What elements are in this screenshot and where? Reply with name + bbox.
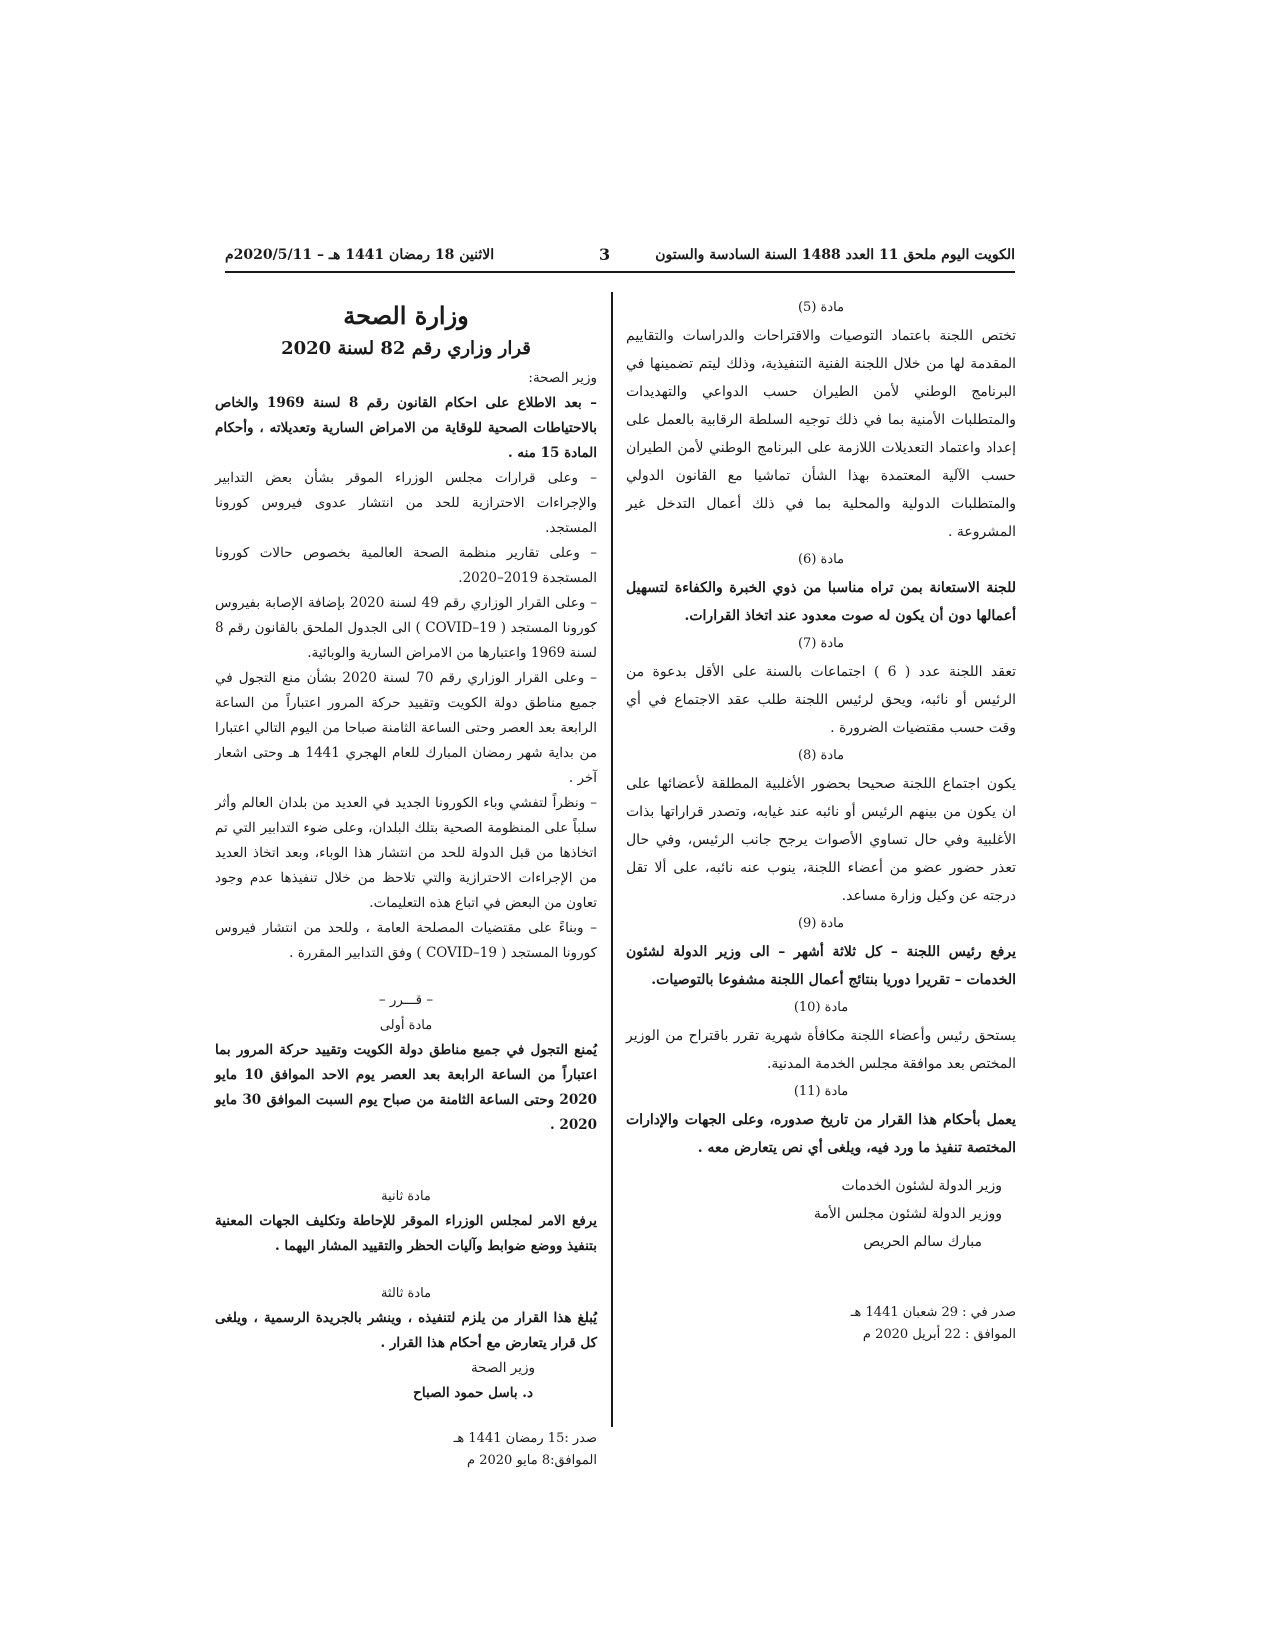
column-divider xyxy=(611,292,613,1427)
article3-heading: مادة ثالثة xyxy=(380,1286,432,1301)
article6-heading: مادة (6) xyxy=(797,552,845,567)
article1-text: يُمنع التجول في جميع مناطق دولة الكويت وتقييد حركة المرور بما اعتباراً من الساعة الرابعة بعد العصر يوم الاحد الموافق 10 مايو 2020 وحتى الساعة الثامنة من صباح يوم السبت الموافق 30 مايو 2020 . xyxy=(215,1042,597,1133)
article11-heading: مادة (11) xyxy=(793,1084,849,1099)
preamble-item: – وعلى القرار الوزاري رقم 70 لسنة 2020 بشأن منع التجول في جميع مناطق دولة الكويت وتقييد حركة المرور اعتباراً من الساعة الرابعة بعد العصر وحتى الساعة الثامنة صباحا من اليوم التالي اعتبارا من بداية شهر رمضان المبارك للعام الهجري 1441 هـ وحتى اشعار آخر . xyxy=(215,670,597,786)
header-date: الاثنين 18 رمضان 1441 هـ – 2020/5/11م xyxy=(225,247,495,263)
decides-heading: – قـــرر – xyxy=(378,992,434,1008)
article6-text: للجنة الاستعانة بمن تراه مناسبا من ذوي الخبرة والكفاءة لتسهيل أعمالها دون أن يكون له صوت معدود عند اتخاذ القرارات. xyxy=(626,580,1016,624)
article10-heading: مادة (10) xyxy=(793,1000,849,1015)
article9-heading: مادة (9) xyxy=(797,916,845,931)
article5-heading: مادة (5) xyxy=(797,300,845,315)
header-page-number: 3 xyxy=(599,245,611,264)
header-rule xyxy=(225,271,1015,273)
preamble-item: – وعلى القرار الوزاري رقم 49 لسنة 2020 بإضافة الإصابة بفيروس كورونا المستجد ( COVID–19 ) الى الجدول الملحق بالقانون رقم 8 لسنة 1969 واعتبارها من الامراض السارية والوبائية. xyxy=(215,595,597,661)
preamble-item: – بعد الاطلاع على احكام القانون رقم 8 لسنة 1969 والخاص بالاحتياطات الصحية للوقاية من الامراض السارية وتعديلاته ، وأحكام المادة 15 منه . xyxy=(215,395,597,461)
issued-date-hijri: صدر :15 رمضان 1441 هـ xyxy=(453,1431,597,1446)
article10-text: يستحق رئيس وأعضاء اللجنة مكافأة شهرية تقرر باقتراح من الوزير المختص بعد موافقة مجلس الخدمة المدنية. xyxy=(626,1028,1016,1072)
decision-title: قرار وزاري رقم 82 لسنة 2020 xyxy=(281,338,531,359)
signatory-title-1: وزير الدولة لشئون الخدمات xyxy=(841,1178,1002,1194)
right-column xyxy=(626,294,1016,1346)
signatory-title-2: ووزير الدولة لشئون مجلس الأمة xyxy=(813,1206,1002,1222)
article2-text: يرفع الامر لمجلس الوزراء الموقر للإحاطة وتكليف الجهات المعنية بتنفيذ ووضع ضوابط وآليات الحظر والتقييد المشار اليهما . xyxy=(215,1213,597,1254)
left-column xyxy=(215,296,597,1472)
article3-text: يُبلغ هذا القرار من يلزم لتنفيذه ، وينشر بالجريدة الرسمية ، ويلغى كل قرار يتعارض مع أحكام هذا القرار . xyxy=(215,1310,597,1351)
article9-text: يرفع رئيس اللجنة – كل ثلاثة أشهر – الى وزير الدولة لشئون الخدمات – تقريرا دوريا بنتائج أعمال اللجنة مشفوعا بالتوصيات. xyxy=(626,944,1016,988)
issued-date-gregorian: الموافق : 22 أبريل 2020 م xyxy=(862,1327,1016,1342)
signatory-name: مبارك سالم الحريص xyxy=(863,1234,982,1250)
article8-text: يكون اجتماع اللجنة صحيحا بحضور الأغلبية المطلقة لأعضائها على ان يكون من بينهم الرئيس أو نائبه عند غيابه، وتصدر قراراتها بذات الأغلبية وفي حال تساوي الأصوات يرجح جانب الرئيس، وفي حال تعذر حضور عضو من أعضاء اللجنة، ينوب عنه نائبه، على ألا تقل درجته عن وكيل وزارة مساعد. xyxy=(626,776,1016,904)
issued-date-gregorian: الموافق:8 مايو 2020 م xyxy=(467,1453,597,1468)
preamble-item: – وبناءً على مقتضيات المصلحة العامة ، وللحد من انتشار فيروس كورونا المستجد ( COVID–19 ) وفق التدابير المقررة . xyxy=(215,920,597,961)
issued-date-hijri: صدر في : 29 شعبان 1441 هـ xyxy=(850,1305,1016,1320)
article2-heading: مادة ثانية xyxy=(381,1189,431,1204)
article1-heading: مادة أولى xyxy=(379,1018,433,1033)
article7-heading: مادة (7) xyxy=(797,636,845,651)
minister-name: د. باسل حمود الصباح xyxy=(413,1385,533,1401)
header-publication: الكويت اليوم ملحق 11 العدد 1488 السنة السادسة والستون xyxy=(655,247,1015,263)
minister-title: وزير الصحة xyxy=(470,1360,535,1376)
preamble-item: – ونظراً لتفشي وباء الكورونا الجديد في العديد من بلدان العالم وأثر سلباً على المنظومة الصحية بتلك البلدان، وعلى ضوء التدابير التي تم اتخاذها من قبل الدولة للحد من انتشار هذا الوباء، وبعد اتخاذ العديد من الإجراءات الاحترازية والتي تلاحظ من خلال تنفيذها عدم وجود تعاون من البعض في اتباع هذه التعليمات. xyxy=(215,795,597,911)
article8-heading: مادة (8) xyxy=(797,748,845,763)
minister-intro: وزير الصحة: xyxy=(528,370,597,386)
article7-text: تعقد اللجنة عدد ( 6 ) اجتماعات بالسنة على الأقل بدعوة من الرئيس أو نائبه، ويحق لرئيس اللجنة طلب عقد الاجتماع في أي وقت حسب مقتضيات الضرورة . xyxy=(626,664,1016,736)
article5-text: تختص اللجنة باعتماد التوصيات والاقتراحات والدراسات والتقاييم المقدمة لها من خلال اللجنة الفنية التنفيذية، وذلك ليتم تضمينها في البرنامج الوطني لأمن الطيران حسب الدواعي والتهديدات والمتطلبات الأمنية بما في ذلك توجيه السلطة الرقابية بالعمل على إعداد واعتماد التعديلات اللازمة على البرنامج الوطني لأمن الطيران حسب الآلية المعتمدة بهذا الشأن تماشيا مع القانون الدولي والمتطلبات الدولية والمحلية بما في ذلك أعمال التدخل غير المشروعة . xyxy=(626,328,1016,540)
ministry-title: وزارة الصحة xyxy=(343,301,469,330)
preamble-item: – وعلى قرارات مجلس الوزراء الموقر بشأن بعض التدابير والإجراءات الاحترازية للحد من انتشار عدوى فيروس كورونا المستجد. xyxy=(215,470,597,536)
article11-text: يعمل بأحكام هذا القرار من تاريخ صدوره، وعلى الجهات والإدارات المختصة تنفيذ ما ورد فيه، ويلغى أي نص يتعارض معه . xyxy=(626,1112,1016,1156)
preamble-item: – وعلى تقارير منظمة الصحة العالمية بخصوص حالات كورونا المستجدة 2019–2020. xyxy=(215,545,597,586)
page-header xyxy=(225,243,1015,269)
